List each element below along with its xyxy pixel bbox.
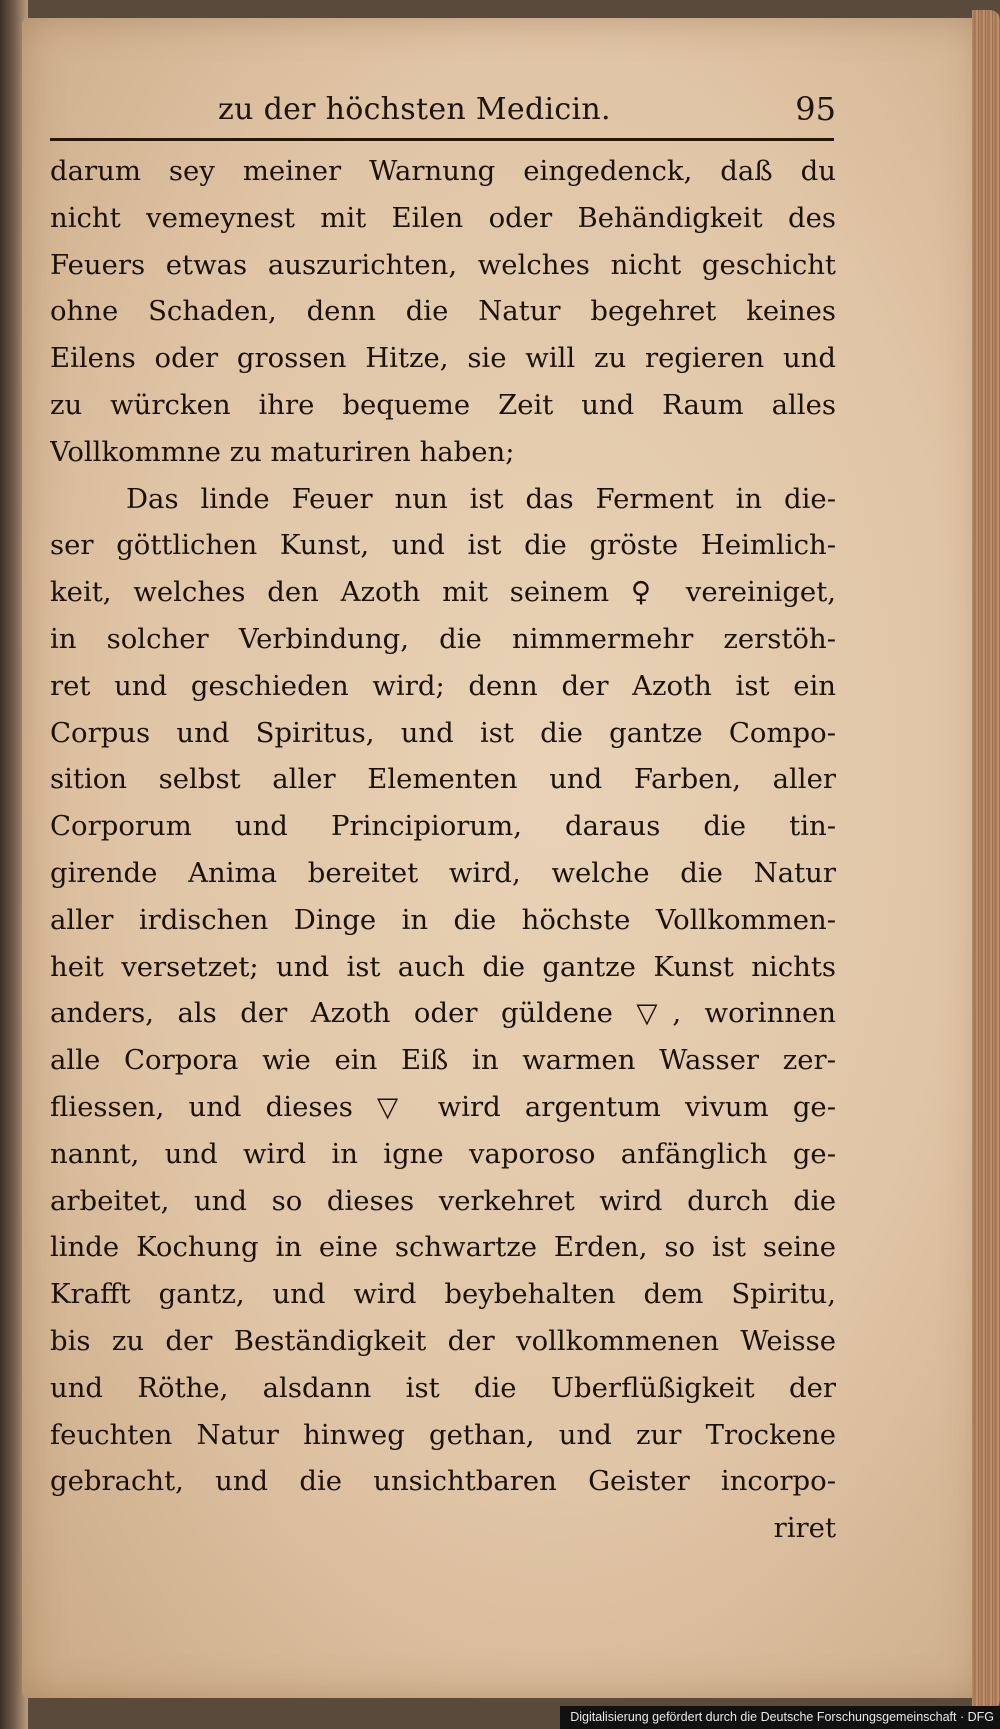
- text-line: aller irdischen Dinge in die höchste Vollkommen-: [50, 903, 836, 936]
- text-line: Das linde Feuer nun ist das Ferment in die-: [126, 482, 836, 515]
- header-rule: [50, 138, 834, 141]
- text-line: nicht vemeynest mit Eilen oder Behändigkeit des: [50, 201, 836, 234]
- text-line: Eilens oder grossen Hitze, sie will zu regieren und: [50, 342, 836, 375]
- text-line: alle Corpora wie ein Eiß in warmen Wasser zer-: [50, 1044, 836, 1077]
- text-line: arbeitet, und so dieses verkehret wird durch die: [50, 1184, 836, 1217]
- text-line: Vollkommne zu maturiren haben;: [50, 435, 515, 468]
- text-line: nannt, und wird in igne vaporoso anfänglich ge-: [50, 1137, 836, 1170]
- text-line: heit versetzet; und ist auch die gantze Kunst nichts: [50, 950, 836, 983]
- text-line: zu würcken ihre bequeme Zeit und Raum alles: [50, 388, 836, 421]
- text-line: girende Anima bereitet wird, welche die Natur: [50, 856, 836, 889]
- digitization-credit: Digitalisierung gefördert durch die Deutsche Forschungsgemeinschaft · DFG: [560, 1706, 1000, 1729]
- text-line: fliessen, und dieses ▽ wird argentum vivum ge-: [50, 1090, 836, 1123]
- text-line: sition selbst aller Elementen und Farben, aller: [50, 763, 836, 796]
- text-line: bis zu der Beständigkeit der vollkommenen Weisse: [50, 1324, 836, 1357]
- page-number: 95: [795, 90, 836, 128]
- text-line: keit, welches den Azoth mit seinem ♀ vereiniget,: [50, 576, 836, 609]
- text-line: darum sey meiner Warnung eingedenck, daß du: [50, 155, 836, 187]
- text-line: feuchten Natur hinweg gethan, und zur Trockene: [50, 1418, 836, 1451]
- running-title: zu der höchsten Medicin.: [218, 92, 611, 127]
- text-line: in solcher Verbindung, die nimmermehr zerstöh-: [50, 622, 836, 655]
- text-line: ohne Schaden, denn die Natur begehret keines: [50, 295, 836, 328]
- page-edges: [972, 10, 1000, 1710]
- text-line: und Röthe, alsdann ist die Uberflüßigkeit der: [50, 1371, 836, 1404]
- text-line: Corpus und Spiritus, und ist die gantze Compo-: [50, 716, 836, 749]
- text-line: ser göttlichen Kunst, und ist die gröste Heimlich-: [50, 529, 836, 562]
- text-line: linde Kochung in eine schwartze Erden, so ist seine: [50, 1231, 836, 1264]
- text-line: ret und geschieden wird; denn der Azoth ist ein: [50, 669, 836, 702]
- text-line: gebracht, und die unsichtbaren Geister incorpo-: [50, 1465, 836, 1498]
- catchword: riret: [773, 1512, 836, 1545]
- page-header: [48, 86, 836, 132]
- text-line: anders, als der Azoth oder güldene ▽, worinnen: [50, 997, 836, 1030]
- text-line: Feuers etwas auszurichten, welches nicht geschicht: [50, 248, 836, 281]
- text-line: Corporum und Principiorum, daraus die tin-: [50, 810, 836, 843]
- body-text: [50, 148, 836, 1552]
- text-line: Krafft gantz, und wird beybehalten dem Spiritu,: [50, 1278, 836, 1311]
